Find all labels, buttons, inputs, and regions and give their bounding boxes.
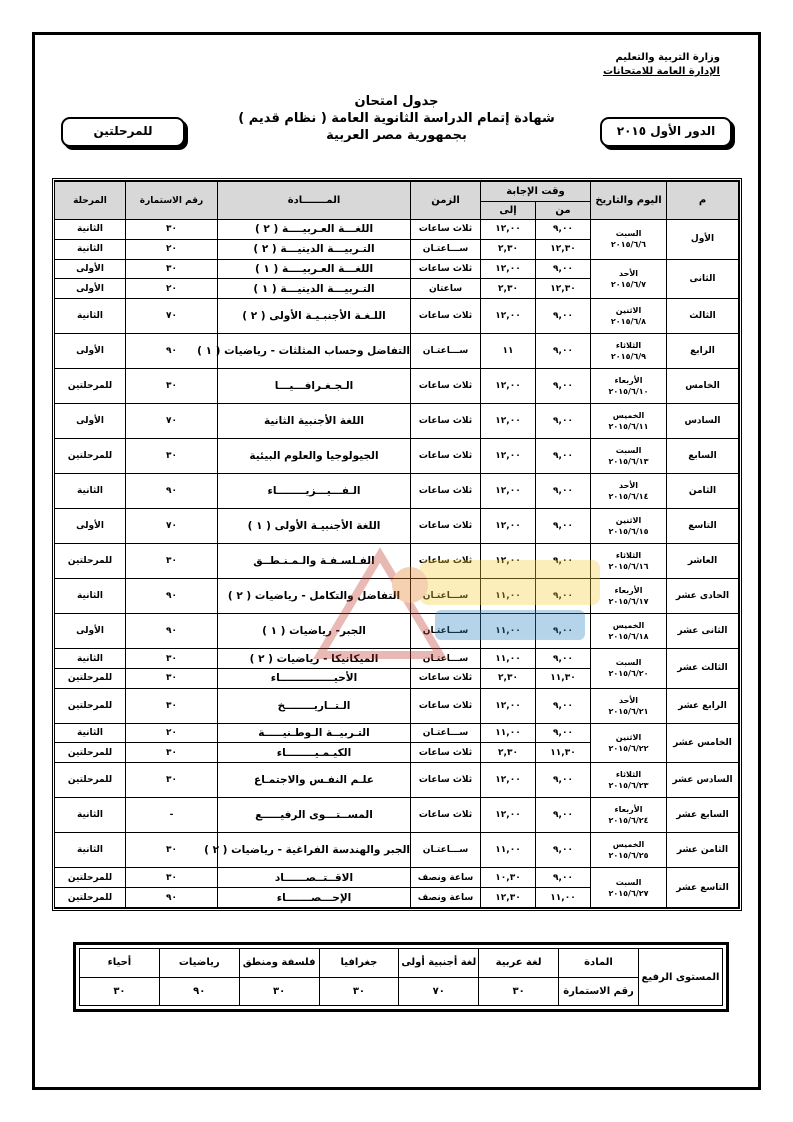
schedule-table-frame [52, 178, 742, 911]
level-value: ٩٠ [159, 977, 239, 1006]
exam-date: ٢٠١٥/٦/٢٥ [608, 851, 649, 861]
exam-day-date [591, 220, 667, 260]
exam-day: الاثنين [615, 732, 642, 742]
duration: ســـاعتـان [411, 239, 481, 259]
stage: الثانية [55, 239, 126, 259]
duration: ثلاث ساعات [411, 798, 481, 833]
seat-number: ٢٠ [126, 239, 218, 259]
exam-day-date [591, 868, 667, 908]
time-from: ١١,٣٠ [536, 743, 591, 763]
time-to: ١١,٠٠ [481, 649, 536, 669]
stage: الأولى [55, 509, 126, 544]
exam-ordinal: الحادى عشر [667, 579, 739, 614]
exam-day: الثلاثاء [615, 770, 642, 780]
schedule-row [55, 474, 739, 509]
schedule-row [55, 868, 739, 888]
round-box: الدور الأول ٢٠١٥ [600, 117, 732, 147]
duration: ثلاث ساعات [411, 743, 481, 763]
duration: ثلاث ساعات [411, 474, 481, 509]
exam-date: ٢٠١٥/٦/٨ [610, 317, 647, 327]
exam-ordinal: العاشر [667, 544, 739, 579]
schedule-row [55, 798, 739, 833]
time-from: ٩,٠٠ [536, 299, 591, 334]
seat-number: ٣٠ [126, 439, 218, 474]
exam-day-date [591, 334, 667, 369]
exam-date: ٢٠١٥/٦/١٥ [608, 527, 649, 537]
schedule-row [55, 299, 739, 334]
subject: الأحيـــــــــــــــاء [218, 668, 411, 688]
advanced-level-table [79, 948, 723, 1006]
time-from: ٩,٠٠ [536, 439, 591, 474]
duration: ثلاث ساعات [411, 668, 481, 688]
time-from: ١٢,٣٠ [536, 239, 591, 259]
time-to: ١٢,٠٠ [481, 798, 536, 833]
time-to: ١٢,٠٠ [481, 474, 536, 509]
time-to: ٢,٣٠ [481, 279, 536, 299]
seat-number: ٧٠ [126, 404, 218, 439]
exam-date: ٢٠١٥/٦/٧ [610, 279, 647, 289]
subject: الـفـــيـــزيــــــــاء [218, 474, 411, 509]
time-from: ٩,٠٠ [536, 404, 591, 439]
exam-day-date [591, 369, 667, 404]
exam-ordinal: الثامن عشر [667, 833, 739, 868]
seat-number: ٧٠ [126, 299, 218, 334]
stage: للمرحلتين [55, 888, 126, 908]
header-to: إلى [481, 202, 536, 220]
time-to: ١٢,٠٠ [481, 369, 536, 404]
stage: الأولى [55, 279, 126, 299]
duration: ساعتان [411, 279, 481, 299]
time-to: ١٢,٠٠ [481, 404, 536, 439]
exam-ordinal: الثامن [667, 474, 739, 509]
time-to: ١١,٠٠ [481, 833, 536, 868]
seat-number: ٢٠ [126, 279, 218, 299]
exam-day-date [591, 439, 667, 474]
exam-day: الخميس [612, 840, 645, 850]
subject: اللـغـة الأجنبـيـة الأولى ( ٢ ) [218, 299, 411, 334]
seat-number: ٩٠ [126, 334, 218, 369]
time-to: ١٢,٠٠ [481, 220, 536, 240]
exam-date: ٢٠١٥/٦/٢٠ [608, 669, 649, 679]
exam-day-date [591, 509, 667, 544]
exam-ordinal: الخامس [667, 369, 739, 404]
header-seat-no: رقم الاستمارة [126, 182, 218, 220]
seat-number: ٣٠ [126, 833, 218, 868]
time-to: ١٢,٠٠ [481, 439, 536, 474]
subject: الميكانيكا - رياضيات ( ٢ ) [218, 649, 411, 669]
duration: ثلاث ساعات [411, 544, 481, 579]
subject: اللغـــة العـربيــــة ( ٢ ) [218, 220, 411, 240]
subject: الاقــتــصــــــاد [218, 868, 411, 888]
schedule-row [55, 509, 739, 544]
exam-ordinal: الثانى عشر [667, 614, 739, 649]
exam-ordinal: الأول [667, 220, 739, 260]
exam-day: الاثنين [615, 306, 642, 316]
schedule-row [55, 649, 739, 669]
subject: التـربيــة الـوطـنيـــــة [218, 723, 411, 743]
time-to: ١٢,٠٠ [481, 544, 536, 579]
exam-date: ٢٠١٥/٦/١٧ [608, 597, 649, 607]
subject: التـربيـــة الدينيـــة ( ٢ ) [218, 239, 411, 259]
time-from: ٩,٠٠ [536, 649, 591, 669]
time-from: ٩,٠٠ [536, 579, 591, 614]
duration: ســـاعتـان [411, 579, 481, 614]
exam-ordinal: السابع عشر [667, 798, 739, 833]
stage: الثانية [55, 579, 126, 614]
exam-day: السبت [615, 877, 642, 887]
subject: الفـلسـفـة والـمـنـطــق [218, 544, 411, 579]
exam-date: ٢٠١٥/٦/١٤ [608, 492, 649, 502]
seat-number: ٩٠ [126, 614, 218, 649]
time-to: ١٢,٠٠ [481, 688, 536, 723]
title-line-3: بجمهورية مصر العربية [326, 128, 467, 143]
exam-date: ٢٠١٥/٦/٢٣ [608, 781, 649, 791]
level-subject: رياضيات [159, 949, 239, 978]
subject: الجيولوجيا والعلوم البيئية [218, 439, 411, 474]
stage: للمرحلتين [55, 544, 126, 579]
time-from: ١٢,٣٠ [536, 279, 591, 299]
time-from: ٩,٠٠ [536, 868, 591, 888]
time-to: ١٢,٠٠ [481, 509, 536, 544]
seat-number: ٣٠ [126, 743, 218, 763]
exam-day: الخميس [612, 621, 645, 631]
subject: اللغة الأجنبيـة الأولى ( ١ ) [218, 509, 411, 544]
seat-number: ٩٠ [126, 579, 218, 614]
stage: الأولى [55, 334, 126, 369]
duration: ثلاث ساعات [411, 404, 481, 439]
exam-day: الثلاثاء [615, 341, 642, 351]
header-day-date: اليوم والتاريخ [591, 182, 667, 220]
exam-day-date [591, 404, 667, 439]
time-to: ٢,٣٠ [481, 743, 536, 763]
exam-date: ٢٠١٥/٦/١٠ [608, 387, 649, 397]
subject: الجبر والهندسة الفراغية - رياضيات ( ٢ ) [218, 833, 411, 868]
subject: الجبر- رياضيات ( ١ ) [218, 614, 411, 649]
stage: للمرحلتين [55, 868, 126, 888]
exam-day-date [591, 649, 667, 689]
exam-ordinal: السادس [667, 404, 739, 439]
stage: للمرحلتين [55, 369, 126, 404]
stage: الأولى [55, 404, 126, 439]
seat-number: ٣٠ [126, 868, 218, 888]
header-from: من [536, 202, 591, 220]
time-from: ٩,٠٠ [536, 474, 591, 509]
stage: الأولى [55, 614, 126, 649]
page-frame [32, 32, 761, 1090]
stage: الأولى [55, 259, 126, 279]
exam-day: الأحد [618, 481, 639, 491]
stage: للمرحلتين [55, 743, 126, 763]
time-from: ٩,٠٠ [536, 688, 591, 723]
time-from: ٩,٠٠ [536, 544, 591, 579]
exam-day-date [591, 544, 667, 579]
schedule-row [55, 404, 739, 439]
exam-day: الاثنين [615, 516, 642, 526]
seat-number: ٣٠ [126, 544, 218, 579]
stage: الثانية [55, 723, 126, 743]
seat-number: ٣٠ [126, 763, 218, 798]
exam-date: ٢٠١٥/٦/١١ [608, 422, 649, 432]
header-duration: الزمن [411, 182, 481, 220]
duration: ساعة ونصف [411, 888, 481, 908]
time-from: ٩,٠٠ [536, 833, 591, 868]
subject: التفاضل وحساب المثلثات - رياضيات ( ١ ) [218, 334, 411, 369]
duration: ســـاعتـان [411, 833, 481, 868]
exam-day: الأربعاء [614, 376, 643, 386]
seat-number: - [126, 798, 218, 833]
schedule-row [55, 220, 739, 240]
level-subject: أحياء [80, 949, 160, 978]
schedule-row [55, 723, 739, 743]
exam-day: السبت [615, 658, 642, 668]
exam-day: الثلاثاء [615, 551, 642, 561]
duration: ســـاعتـان [411, 334, 481, 369]
stage: الثانية [55, 798, 126, 833]
exam-ordinal: الثانى [667, 259, 739, 299]
level-subject: فلسفة ومنطق [239, 949, 319, 978]
schedule-row [55, 439, 739, 474]
time-from: ٩,٠٠ [536, 763, 591, 798]
time-from: ٩,٠٠ [536, 334, 591, 369]
exam-day-date [591, 763, 667, 798]
level-value: ٣٠ [479, 977, 559, 1006]
duration: ثلاث ساعات [411, 439, 481, 474]
exam-date: ٢٠١٥/٦/١٣ [608, 457, 649, 467]
subject: علـم النفـس والاجتمـاع [218, 763, 411, 798]
level-subject-label: المادة [559, 949, 639, 978]
exam-day: الأحد [618, 268, 639, 278]
time-from: ٩,٠٠ [536, 798, 591, 833]
duration: ثلاث ساعات [411, 509, 481, 544]
exam-ordinal: الرابع عشر [667, 688, 739, 723]
time-to: ٢,٣٠ [481, 239, 536, 259]
duration: ســـاعتـان [411, 614, 481, 649]
exam-day: السبت [615, 229, 642, 239]
duration: ســـاعتـان [411, 723, 481, 743]
subject: الـجـغـرافـــيـــا [218, 369, 411, 404]
time-from: ٩,٠٠ [536, 509, 591, 544]
stage: للمرحلتين [55, 688, 126, 723]
time-from: ٩,٠٠ [536, 723, 591, 743]
time-to: ٢,٣٠ [481, 668, 536, 688]
exam-day: الأربعاء [614, 805, 643, 815]
exam-day-date [591, 614, 667, 649]
duration: ســـاعتـان [411, 649, 481, 669]
subject: الإحـــصـــــــاء [218, 888, 411, 908]
subject: التفاضل والتكامل - رياضيات ( ٢ ) [218, 579, 411, 614]
time-from: ٩,٠٠ [536, 220, 591, 240]
level-subject: لغة عربية [479, 949, 559, 978]
exam-date: ٢٠١٥/٦/٦ [610, 240, 647, 250]
stage: للمرحلتين [55, 763, 126, 798]
duration: ثلاث ساعات [411, 369, 481, 404]
time-from: ٩,٠٠ [536, 614, 591, 649]
exam-ordinal: السابع [667, 439, 739, 474]
subject: التـربيـــة الدينيـــة ( ١ ) [218, 279, 411, 299]
stage-box: للمرحلتين [61, 117, 185, 147]
schedule-row [55, 614, 739, 649]
exam-day: الخميس [612, 411, 645, 421]
ministry-header [603, 51, 720, 79]
exam-day-date [591, 299, 667, 334]
time-to: ١٠,٣٠ [481, 868, 536, 888]
exam-day-date [591, 833, 667, 868]
exam-ordinal: السادس عشر [667, 763, 739, 798]
subject: اللغـــة العـربيــــة ( ١ ) [218, 259, 411, 279]
subject: الـتــاريــــــــخ [218, 688, 411, 723]
exam-ordinal: الثالث [667, 299, 739, 334]
department-name: الإدارة العامة للامتحانات [602, 66, 720, 77]
exam-ordinal: الرابع [667, 334, 739, 369]
time-to: ١١ [481, 334, 536, 369]
schedule-row [55, 259, 739, 279]
stage: للمرحلتين [55, 668, 126, 688]
time-to: ١٢,٣٠ [481, 888, 536, 908]
ministry-name: وزارة التربية والتعليم [615, 52, 720, 63]
level-corner: المستوى الرفيع [639, 949, 723, 1006]
seat-number: ٣٠ [126, 259, 218, 279]
advanced-level-frame [73, 942, 729, 1012]
seat-number: ٩٠ [126, 888, 218, 908]
header-answer-time: وقت الإجابة [481, 182, 591, 202]
level-value: ٧٠ [399, 977, 479, 1006]
exam-ordinal: التاسع [667, 509, 739, 544]
seat-number: ٣٠ [126, 649, 218, 669]
exam-date: ٢٠١٥/٦/٩ [610, 352, 647, 362]
exam-day-date [591, 259, 667, 299]
schedule-row [55, 763, 739, 798]
title-line-2: شهادة إتمام الدراسة الثانوية العامة ( نظام قديم ) [238, 111, 555, 126]
seat-number: ٣٠ [126, 668, 218, 688]
stage: الثانية [55, 833, 126, 868]
schedule-row [55, 334, 739, 369]
exam-date: ٢٠١٥/٦/٢١ [608, 706, 649, 716]
schedule-row [55, 833, 739, 868]
exam-day-date [591, 579, 667, 614]
seat-number: ٣٠ [126, 369, 218, 404]
stage: للمرحلتين [55, 439, 126, 474]
stage: الثانية [55, 299, 126, 334]
seat-number: ٣٠ [126, 688, 218, 723]
title-line-1: جدول امتحان [354, 94, 439, 109]
time-to: ١٢,٠٠ [481, 763, 536, 798]
level-value: ٣٠ [239, 977, 319, 1006]
exam-date: ٢٠١٥/٦/٢٧ [608, 888, 649, 898]
seat-number: ٣٠ [126, 220, 218, 240]
exam-ordinal: الثالث عشر [667, 649, 739, 689]
time-from: ١١,٣٠ [536, 668, 591, 688]
exam-ordinal: التاسع عشر [667, 868, 739, 908]
subject: المســتـــوى الرفيـــــع [218, 798, 411, 833]
exam-day: الأحد [618, 695, 639, 705]
time-to: ١١,٠٠ [481, 614, 536, 649]
exam-day: السبت [615, 446, 642, 456]
seat-number: ٧٠ [126, 509, 218, 544]
seat-number: ٢٠ [126, 723, 218, 743]
header-stage: المرحلة [55, 182, 126, 220]
time-to: ١١,٠٠ [481, 723, 536, 743]
schedule-body [55, 220, 739, 908]
time-from: ٩,٠٠ [536, 369, 591, 404]
level-seat-label: رقم الاستمارة [559, 977, 639, 1006]
time-from: ١١,٠٠ [536, 888, 591, 908]
schedule-table [54, 181, 739, 908]
subject: الكيـمـيــــــــاء [218, 743, 411, 763]
exam-date: ٢٠١٥/٦/١٦ [608, 562, 649, 572]
exam-ordinal: الخامس عشر [667, 723, 739, 763]
duration: ثلاث ساعات [411, 259, 481, 279]
level-subject: لغة أجنبية أولى [399, 949, 479, 978]
exam-day-date [591, 723, 667, 763]
exam-date: ٢٠١٥/٦/٢٤ [608, 816, 649, 826]
duration: ثلاث ساعات [411, 688, 481, 723]
exam-day-date [591, 688, 667, 723]
level-value: ٣٠ [319, 977, 399, 1006]
time-from: ٩,٠٠ [536, 259, 591, 279]
duration: ثلاث ساعات [411, 220, 481, 240]
level-value: ٣٠ [80, 977, 160, 1006]
exam-date: ٢٠١٥/٦/١٨ [608, 632, 649, 642]
exam-day: الأربعاء [614, 586, 643, 596]
schedule-row [55, 544, 739, 579]
level-subject: جغرافيا [319, 949, 399, 978]
seat-number: ٩٠ [126, 474, 218, 509]
time-to: ١٢,٠٠ [481, 299, 536, 334]
time-to: ١١,٠٠ [481, 579, 536, 614]
duration: ثلاث ساعات [411, 299, 481, 334]
time-to: ١٢,٠٠ [481, 259, 536, 279]
subject: اللغة الأجنبية الثانية [218, 404, 411, 439]
exam-day-date [591, 798, 667, 833]
exam-date: ٢٠١٥/٦/٢٢ [608, 743, 649, 753]
schedule-row [55, 369, 739, 404]
duration: ثلاث ساعات [411, 763, 481, 798]
stage: الثانية [55, 220, 126, 240]
schedule-row [55, 579, 739, 614]
schedule-row [55, 688, 739, 723]
stage: الثانية [55, 649, 126, 669]
header-num: م [667, 182, 739, 220]
duration: ساعة ونصف [411, 868, 481, 888]
stage: الثانية [55, 474, 126, 509]
exam-day-date [591, 474, 667, 509]
header-subject: المـــــــادة [218, 182, 411, 220]
